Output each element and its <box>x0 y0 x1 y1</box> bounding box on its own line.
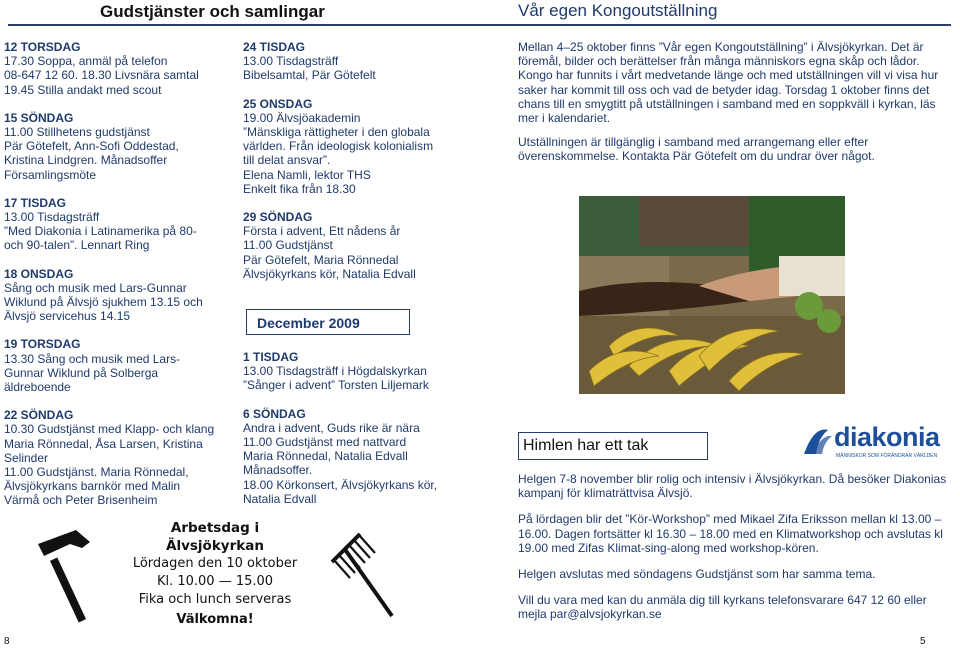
calendar-line: Enkelt fika från 18.30 <box>243 181 356 196</box>
calendar-line: Församlingsmöte <box>4 167 97 182</box>
calendar-line: 11.00 Gudstjänst med nattvard <box>243 435 407 450</box>
himlen-paragraph: Helgen avslutas med söndagens Gudstjänst som har samma tema. <box>518 567 876 582</box>
calendar-column-december <box>243 350 468 520</box>
calendar-date: 1 TISDAG <box>243 350 299 364</box>
calendar-line: 13.00 Tisdagsträff i Högdalskyrkan <box>243 364 427 379</box>
kongo-paragraph: Utställningen är tillgänglig i samband med arrangemang eller efter överenskommelse. Kontakta Pär Götefelt om du undrar över något. <box>518 135 875 164</box>
calendar-line: 13.00 Tisdagsträff <box>243 54 339 69</box>
calendar-line: 13.00 Tisdagsträff <box>4 210 100 225</box>
page-number-left: 8 <box>4 636 10 647</box>
rake-icon <box>330 520 400 620</box>
calendar-line: 11.00 Gudstjänst. Maria Rönnedal, <box>4 465 189 480</box>
calendar-entry <box>4 111 224 182</box>
calendar-date: 6 SÖNDAG <box>243 406 306 421</box>
calendar-entry <box>243 350 468 393</box>
calendar-line: 11.00 Gudstjänst <box>243 238 333 253</box>
calendar-entry <box>243 210 468 281</box>
arbetsdag-date: Lördagen den 10 oktober <box>132 556 298 571</box>
right-page-title: Vår egen Kongoutställning <box>518 1 718 20</box>
calendar-date: 29 SÖNDAG <box>243 210 313 225</box>
calendar-date: 19 TORSDAG <box>4 337 81 352</box>
himlen-article <box>518 472 948 634</box>
page-number-right: 5 <box>920 636 926 647</box>
calendar-line: 13.30 Sång och musik med Lars- <box>4 351 181 366</box>
calendar-date: 24 TISDAG <box>243 40 306 54</box>
diakonia-wordmark: diakonia <box>834 422 940 452</box>
calendar-line: 18.00 Körkonsert, Älvsjökyrkans kör, <box>243 477 438 492</box>
calendar-line: Månadsoffer. <box>243 463 313 478</box>
hammer-icon <box>30 526 110 626</box>
calendar-line: Värmå och Peter Brisenheim <box>4 493 158 508</box>
calendar-line: Älvsjökyrkans barnkör med Malin <box>4 479 181 494</box>
calendar-entry <box>4 267 224 324</box>
calendar-line: till delat ansvar”. <box>243 153 331 168</box>
calendar-line: Kristina Lindgren. Månadsoffer <box>4 153 168 168</box>
calendar-line: 08-647 12 60. 18.30 Livsnära samtal <box>4 68 199 83</box>
calendar-line: Pär Götefelt, Maria Rönnedal <box>243 252 399 267</box>
calendar-entry <box>4 408 224 507</box>
calendar-date: 25 ONSDAG <box>243 96 313 111</box>
calendar-entry <box>4 40 224 97</box>
calendar-date: 18 ONSDAG <box>4 266 74 281</box>
calendar-line: 17.30 Soppa, anmäl på telefon <box>4 54 168 69</box>
calendar-line: 10.30 Gudstjänst med Klapp- och klang <box>4 422 215 437</box>
calendar-entry <box>243 40 468 83</box>
calendar-line: 19.45 Stilla andakt med scout <box>4 82 162 97</box>
december-heading: December 2009 <box>246 309 410 335</box>
calendar-date: 17 TISDAG <box>4 195 67 210</box>
calendar-line: Andra i advent, Guds rike är nära <box>243 420 420 435</box>
calendar-line: Elena Namli, lektor THS <box>243 167 371 182</box>
arbetsdag-welcome: Välkomna! <box>176 612 254 627</box>
calendar-line: Wiklund på Älvsjö sjukhem 13.15 och <box>4 295 203 310</box>
diakonia-logo <box>800 420 940 464</box>
calendar-line: Maria Rönnedal, Åsa Larsen, Kristina <box>4 436 203 451</box>
calendar-line: ”Sånger i advent” Torsten Liljemark <box>243 378 429 393</box>
calendar-line: världen. Från ideologisk kolonialism <box>243 139 434 154</box>
calendar-line: Älvsjö servicehus 14.15 <box>4 309 131 324</box>
arbetsdag-title: Arbetsdag i Älvsjökyrkan <box>166 520 264 554</box>
calendar-line: Älvsjökyrkans kör, Natalia Edvall <box>243 266 416 281</box>
calendar-line: Första i advent, Ett nådens år <box>243 224 401 239</box>
calendar-entry <box>243 407 468 506</box>
calendar-line: Pär Götefelt, Ann-Sofi Oddestad, <box>4 139 179 154</box>
himlen-heading: Himlen har ett tak <box>518 432 708 460</box>
arbetsdag-notice <box>120 519 310 629</box>
calendar-line: Natalia Edvall <box>243 491 317 506</box>
calendar-column-1 <box>4 40 224 522</box>
calendar-column-2 <box>243 40 468 295</box>
diakonia-tagline: MÄNNISKOR SOM FÖRÄNDRAR VÄRLDEN <box>836 453 938 459</box>
calendar-entry <box>243 97 468 196</box>
left-page-title: Gudstjänster och samlingar <box>100 2 325 21</box>
calendar-line: 19.00 Älvsjöakademin <box>243 110 361 125</box>
arbetsdag-time: Kl. 10.00 — 15.00 <box>156 574 274 589</box>
kongo-article <box>518 40 948 174</box>
calendar-line: och 90-talen”. Lennart Ring <box>4 238 150 253</box>
arbetsdag-info: Fika och lunch serveras <box>138 592 292 607</box>
himlen-paragraph: Helgen 7-8 november blir rolig och intensiv i Älvsjökyrkan. Då besöker Diakonias kampanj för klimaträttvisa Älvsjö. <box>518 472 947 501</box>
himlen-paragraph: På lördagen blir det ”Kör-Workshop” med Mikael Zifa Eriksson mellan kl 13.00 – 16.00. Dagen fortsätter kl 16.30 – 18.00 med en Klimatworkshop och avslutas kl 19.00 med Zifas Klimat-sing-along med workshop-kören. <box>518 512 943 555</box>
calendar-line: äldreboende <box>4 380 71 395</box>
himlen-paragraph: Vill du vara med kan du anmäla dig till kyrkans telefonsvarare 647 12 60 eller mejla par@alvsjokyrkan.se <box>518 593 927 622</box>
calendar-date: 15 SÖNDAG <box>4 110 74 125</box>
calendar-line: ”Mänskliga rättigheter i den globala <box>243 125 430 140</box>
calendar-line: Bibelsamtal, Pär Götefelt <box>243 68 376 83</box>
calendar-line: Gunnar Wiklund på Solberga <box>4 365 159 380</box>
calendar-date: 22 SÖNDAG <box>4 408 74 423</box>
calendar-line: Maria Rönnedal, Natalia Edvall <box>243 449 408 464</box>
calendar-line: ”Med Diakonia i Latinamerika på 80- <box>4 224 197 239</box>
calendar-line: 11.00 Stillhetens gudstjänst <box>4 125 150 140</box>
header-divider <box>8 24 951 26</box>
calendar-date: 12 TORSDAG <box>4 40 81 54</box>
handshake-bananas-photo <box>579 196 845 394</box>
calendar-line: Sång och musik med Lars-Gunnar <box>4 280 187 295</box>
kongo-paragraph: Mellan 4–25 oktober finns ”Vår egen Kongoutställning” i Älvsjökyrkan. Det är föremål, bilder och berättelser från många människors egna skåp och lådor. Kongo har funnits i vårt medvetande länge och med utställningen vill vi visa hur saker har kommit till oss och vad de betyder idag. Torsdag 1 oktober finns det chans till en smygtitt på utställningen i samband med en soppkväll i kyrkan, läs mer i kalendariet. <box>518 40 939 126</box>
calendar-entry <box>4 196 224 253</box>
calendar-line: Selinder <box>4 450 49 465</box>
calendar-entry <box>4 337 224 394</box>
